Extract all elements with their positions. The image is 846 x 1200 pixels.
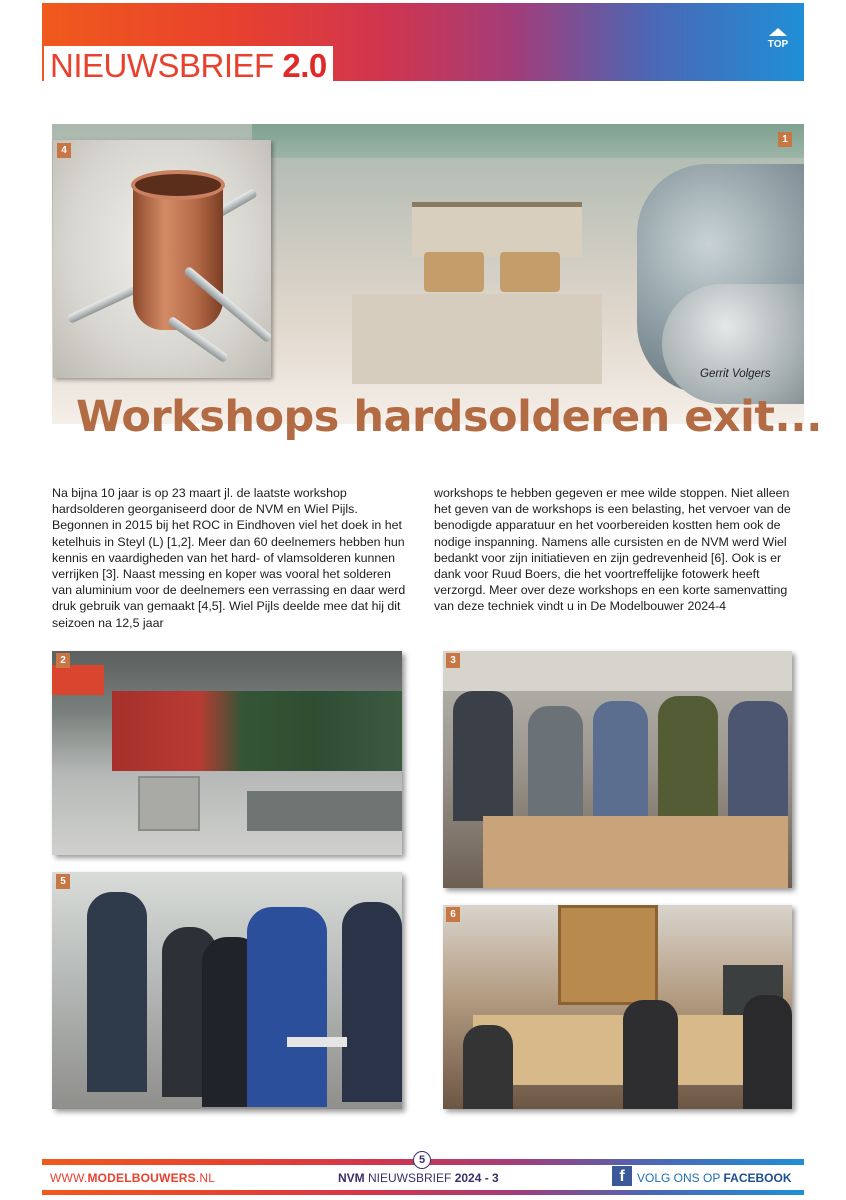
arrow-up-icon xyxy=(769,28,787,36)
photo-number-2: 2 xyxy=(56,653,70,668)
wall xyxy=(443,651,792,691)
person xyxy=(342,902,402,1102)
photo-2-workshop-booths xyxy=(52,651,402,855)
top-button-label: TOP xyxy=(767,39,789,50)
facebook-link[interactable] xyxy=(637,1171,792,1185)
person xyxy=(593,701,648,821)
issue-title: NIEUWSBRIEF xyxy=(364,1171,455,1185)
facebook-label: FACEBOOK xyxy=(723,1171,792,1185)
article-headline: Workshops hardsolderen exit... xyxy=(76,392,822,442)
photo-number-4: 4 xyxy=(57,143,71,158)
issue-org: NVM xyxy=(338,1171,365,1185)
person xyxy=(87,892,147,1092)
metal-frame xyxy=(287,1037,347,1047)
wooden-door xyxy=(558,905,658,1005)
photo-number-1: 1 xyxy=(778,132,792,147)
welding-booths xyxy=(112,691,402,771)
article-text-right: workshops te hebben gegeven er mee wilde stoppen. Niet alleen het geven van de workshops is een belasting, het vervoer van de benodigde apparatuur en het voorbereiden kostten hem ook de nodige inspanning. Namens alle cursisten en de NVM werd Wiel bedankt voor zijn initiatieven en zijn gedrevenheid [6]. Ook is er dank voor Ruud Boers, die het voortreffelijke fotowerk heeft verzorgd. Meer over deze workshops en een korte samenvatting van deze techniek vindt u in De Modelbouwer 2024-4 xyxy=(434,486,791,614)
person xyxy=(728,701,788,821)
issue-number: 2024 - 3 xyxy=(454,1171,499,1185)
red-cabinet xyxy=(52,665,104,695)
website-link[interactable] xyxy=(50,1171,215,1185)
boiler-tank xyxy=(662,284,804,404)
facebook-prefix: VOLG ONS OP xyxy=(637,1171,724,1185)
person xyxy=(623,1000,678,1109)
photo-number-5: 5 xyxy=(56,874,70,889)
photo-number-6: 6 xyxy=(446,907,460,922)
photo-3-participants-at-table xyxy=(443,651,792,888)
facebook-icon[interactable]: f xyxy=(612,1166,632,1186)
tool-table xyxy=(352,294,602,384)
newsletter-title xyxy=(44,46,333,86)
person xyxy=(453,691,513,821)
title-text: NIEUWSBRIEF xyxy=(50,47,274,84)
issue-label xyxy=(338,1171,499,1185)
site-prefix: WWW. xyxy=(50,1171,88,1185)
photo-5-soldering-demo xyxy=(52,872,402,1109)
top-button[interactable] xyxy=(760,28,796,58)
person xyxy=(658,696,718,821)
person xyxy=(247,907,327,1107)
photo-4-copper-part xyxy=(53,140,271,378)
person xyxy=(743,995,792,1109)
site-name: MODELBOUWERS xyxy=(87,1171,196,1185)
metal-container xyxy=(138,776,200,831)
title-version: 2.0 xyxy=(282,47,327,84)
cylinder-rim xyxy=(131,170,225,200)
photo-number-3: 3 xyxy=(446,653,460,668)
site-suffix: .NL xyxy=(195,1171,216,1185)
article-text-left: Na bijna 10 jaar is op 23 maart jl. de laatste workshop hardsolderen georganiseerd door de NVM en Wiel Pijls. Begonnen in 2015 bij het ROC in Eindhoven viel het doek in het ketelhuis in Steyl (L) [1,2]. Meer dan 60 deelnemers hebben hun kennis en vaardigheden van het hard- of vlamsolderen kunnen verrijken [3]. Naast messing en koper was vooral het solderen van aluminium voor de deelnemers een verrassing en daar werd druk gebruik van gemaakt [4,5]. Wiel Pijls deelde mee dat hij dit seizoen na 12,5 jaar xyxy=(52,486,406,630)
photo-credit: Gerrit Volgers xyxy=(700,368,771,380)
table xyxy=(483,816,788,888)
window-row xyxy=(252,124,804,158)
page-number: 5 xyxy=(413,1151,431,1169)
person xyxy=(463,1025,513,1109)
workbench xyxy=(412,202,582,257)
chair xyxy=(500,252,560,292)
chair xyxy=(424,252,484,292)
photo-6-group-meeting xyxy=(443,905,792,1109)
work-table xyxy=(247,791,402,831)
copper-cylinder xyxy=(133,180,223,330)
table xyxy=(473,1015,753,1085)
